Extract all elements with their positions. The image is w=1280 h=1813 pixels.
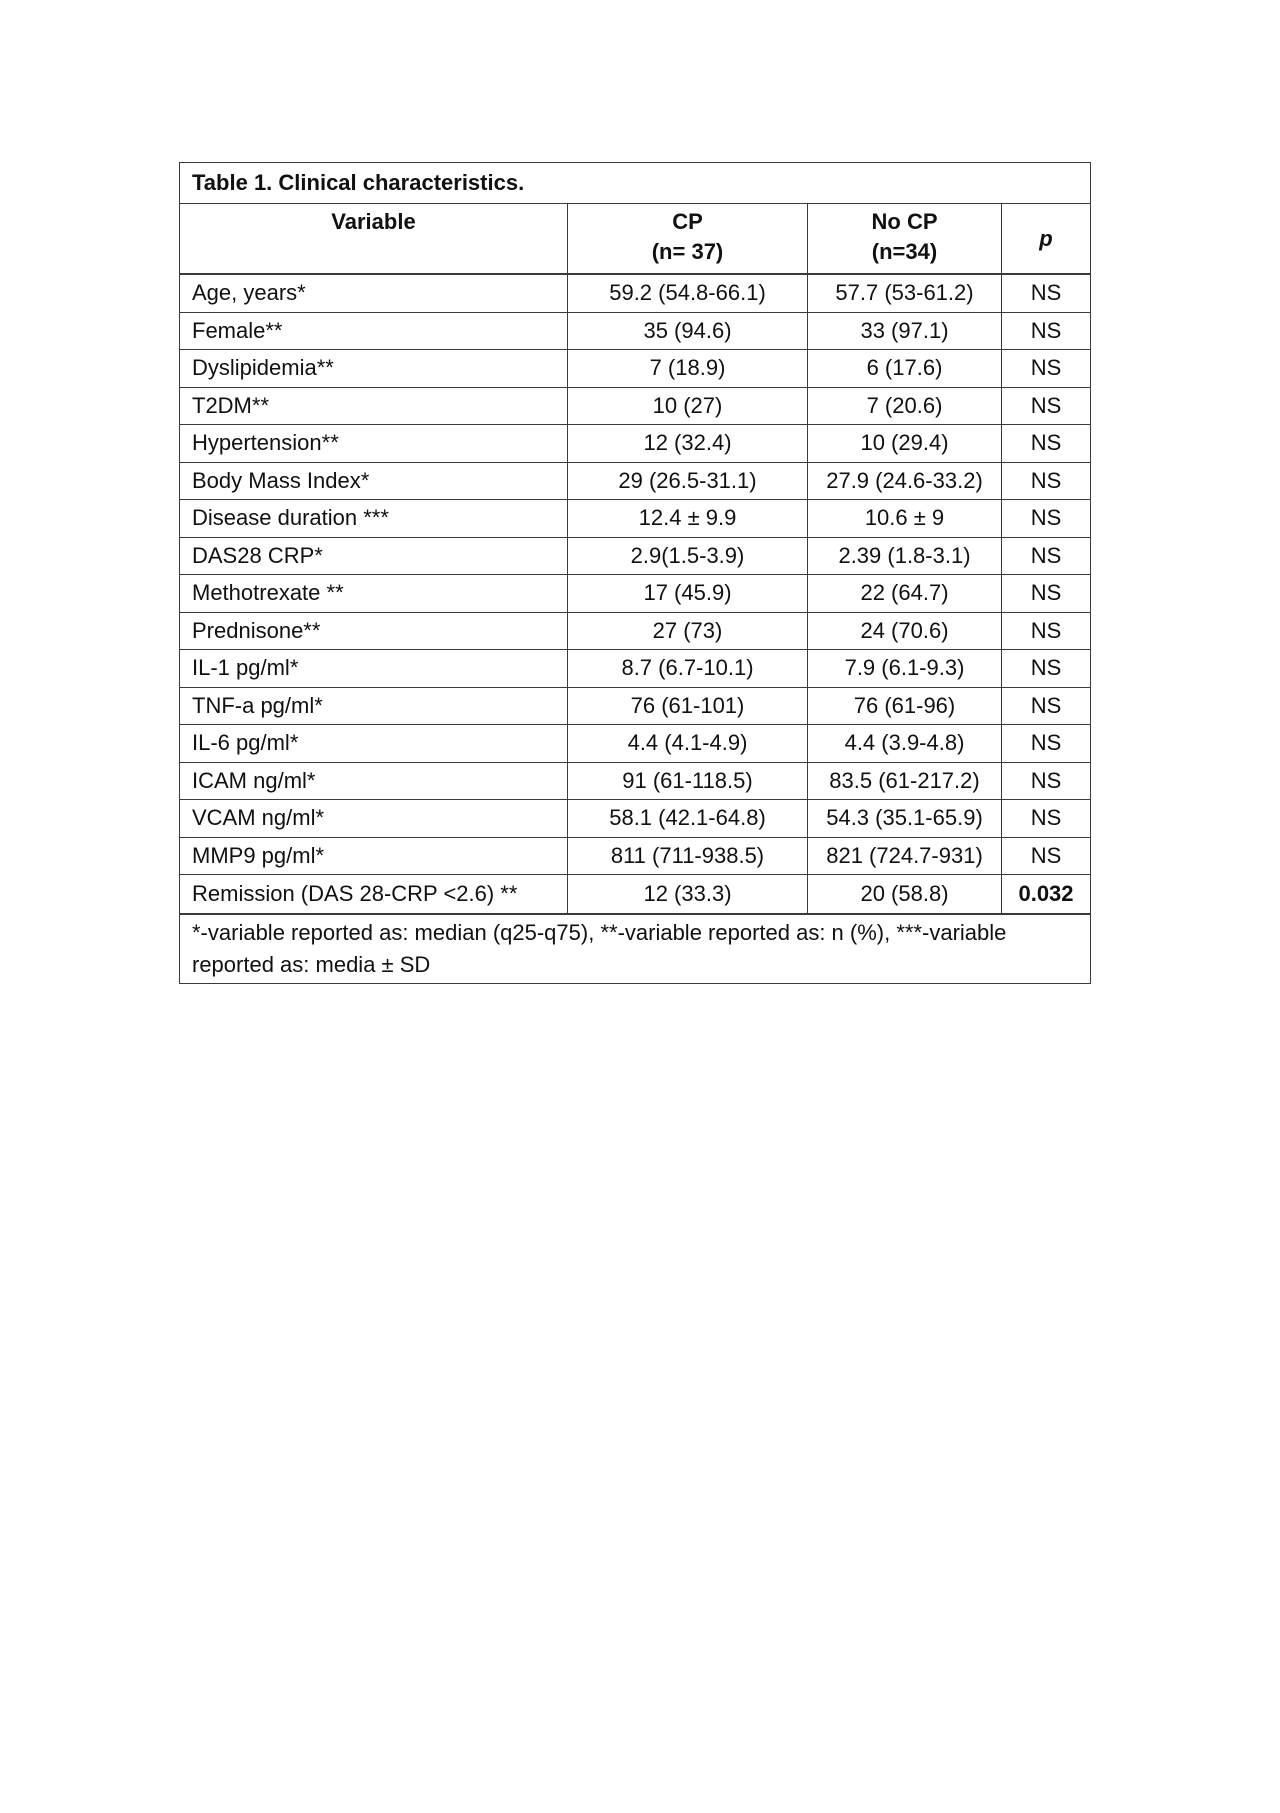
cell-p-value: NS [1002, 312, 1091, 350]
table-row [180, 350, 1091, 388]
cell-p-value: NS [1002, 725, 1091, 763]
cell-variable: Dyslipidemia** [180, 350, 568, 388]
cell-variable: T2DM** [180, 387, 568, 425]
cell-cp: 59.2 (54.8-66.1) [568, 274, 808, 312]
header-cp-label: CP [672, 209, 703, 234]
cell-variable: Female** [180, 312, 568, 350]
footnote-row [180, 914, 1091, 984]
cell-p-value: NS [1002, 274, 1091, 312]
table-row [180, 650, 1091, 688]
cell-nocp: 24 (70.6) [808, 612, 1002, 650]
cell-nocp: 76 (61-96) [808, 687, 1002, 725]
table-row [180, 425, 1091, 463]
table-row [180, 837, 1091, 875]
clinical-characteristics-table-container [179, 162, 1090, 984]
cell-nocp: 27.9 (24.6-33.2) [808, 462, 1002, 500]
table-title: Table 1. Clinical characteristics. [180, 163, 1091, 204]
cell-cp: 91 (61-118.5) [568, 762, 808, 800]
table-row [180, 462, 1091, 500]
cell-p-value: NS [1002, 612, 1091, 650]
table-body [180, 274, 1091, 914]
table-row [180, 875, 1091, 915]
table-row [180, 687, 1091, 725]
cell-nocp: 10.6 ± 9 [808, 500, 1002, 538]
cell-cp: 12 (32.4) [568, 425, 808, 463]
table-row [180, 725, 1091, 763]
cell-p-value: NS [1002, 350, 1091, 388]
table-row [180, 312, 1091, 350]
cell-cp: 35 (94.6) [568, 312, 808, 350]
cell-nocp: 20 (58.8) [808, 875, 1002, 915]
cell-cp: 8.7 (6.7-10.1) [568, 650, 808, 688]
header-cp-n: (n= 37) [651, 239, 724, 264]
cell-nocp: 10 (29.4) [808, 425, 1002, 463]
table-row [180, 612, 1091, 650]
cell-cp: 17 (45.9) [568, 575, 808, 613]
cell-nocp: 83.5 (61-217.2) [808, 762, 1002, 800]
cell-variable: Body Mass Index* [180, 462, 568, 500]
header-cp [568, 204, 808, 275]
table-footnote: *-variable reported as: median (q25-q75), **-variable reported as: n (%), ***-variable reported as: media ± SD [180, 914, 1091, 984]
cell-cp: 811 (711-938.5) [568, 837, 808, 875]
cell-variable: MMP9 pg/ml* [180, 837, 568, 875]
cell-nocp: 33 (97.1) [808, 312, 1002, 350]
cell-p-value: NS [1002, 762, 1091, 800]
clinical-characteristics-table [179, 162, 1091, 984]
cell-cp: 76 (61-101) [568, 687, 808, 725]
table-row [180, 274, 1091, 312]
table-row [180, 800, 1091, 838]
cell-p-value: NS [1002, 462, 1091, 500]
header-variable: Variable [180, 204, 568, 275]
cell-variable: IL-1 pg/ml* [180, 650, 568, 688]
cell-cp: 7 (18.9) [568, 350, 808, 388]
cell-cp: 27 (73) [568, 612, 808, 650]
cell-nocp: 22 (64.7) [808, 575, 1002, 613]
cell-cp: 12 (33.3) [568, 875, 808, 915]
cell-variable: DAS28 CRP* [180, 537, 568, 575]
cell-nocp: 7 (20.6) [808, 387, 1002, 425]
cell-p-value: NS [1002, 837, 1091, 875]
cell-nocp: 54.3 (35.1-65.9) [808, 800, 1002, 838]
cell-variable: Hypertension** [180, 425, 568, 463]
cell-p-value: NS [1002, 425, 1091, 463]
cell-p-value: NS [1002, 687, 1091, 725]
cell-cp: 29 (26.5-31.1) [568, 462, 808, 500]
cell-p-value: NS [1002, 800, 1091, 838]
cell-p-value: NS [1002, 387, 1091, 425]
cell-nocp: 821 (724.7-931) [808, 837, 1002, 875]
table-row [180, 575, 1091, 613]
cell-variable: VCAM ng/ml* [180, 800, 568, 838]
table-row [180, 537, 1091, 575]
table-header-row [180, 204, 1091, 275]
cell-cp: 10 (27) [568, 387, 808, 425]
cell-variable: TNF-a pg/ml* [180, 687, 568, 725]
header-nocp-label: No CP [871, 209, 938, 234]
cell-nocp: 7.9 (6.1-9.3) [808, 650, 1002, 688]
table-row [180, 500, 1091, 538]
cell-cp: 12.4 ± 9.9 [568, 500, 808, 538]
cell-variable: ICAM ng/ml* [180, 762, 568, 800]
cell-nocp: 57.7 (53-61.2) [808, 274, 1002, 312]
cell-variable: Methotrexate ** [180, 575, 568, 613]
cell-nocp: 6 (17.6) [808, 350, 1002, 388]
table-row [180, 762, 1091, 800]
cell-p-value: 0.032 [1002, 875, 1091, 915]
cell-p-value: NS [1002, 575, 1091, 613]
cell-variable: Remission (DAS 28-CRP <2.6) ** [180, 875, 568, 915]
table-row [180, 387, 1091, 425]
cell-cp: 4.4 (4.1-4.9) [568, 725, 808, 763]
cell-variable: Disease duration *** [180, 500, 568, 538]
header-nocp-n: (n=34) [871, 239, 938, 264]
cell-cp: 2.9(1.5-3.9) [568, 537, 808, 575]
header-p-value: p [1002, 204, 1091, 275]
cell-variable: Prednisone** [180, 612, 568, 650]
cell-variable: IL-6 pg/ml* [180, 725, 568, 763]
cell-nocp: 2.39 (1.8-3.1) [808, 537, 1002, 575]
cell-nocp: 4.4 (3.9-4.8) [808, 725, 1002, 763]
cell-p-value: NS [1002, 537, 1091, 575]
cell-variable: Age, years* [180, 274, 568, 312]
cell-cp: 58.1 (42.1-64.8) [568, 800, 808, 838]
table-title-row [180, 163, 1091, 204]
cell-p-value: NS [1002, 650, 1091, 688]
cell-p-value: NS [1002, 500, 1091, 538]
header-nocp [808, 204, 1002, 275]
